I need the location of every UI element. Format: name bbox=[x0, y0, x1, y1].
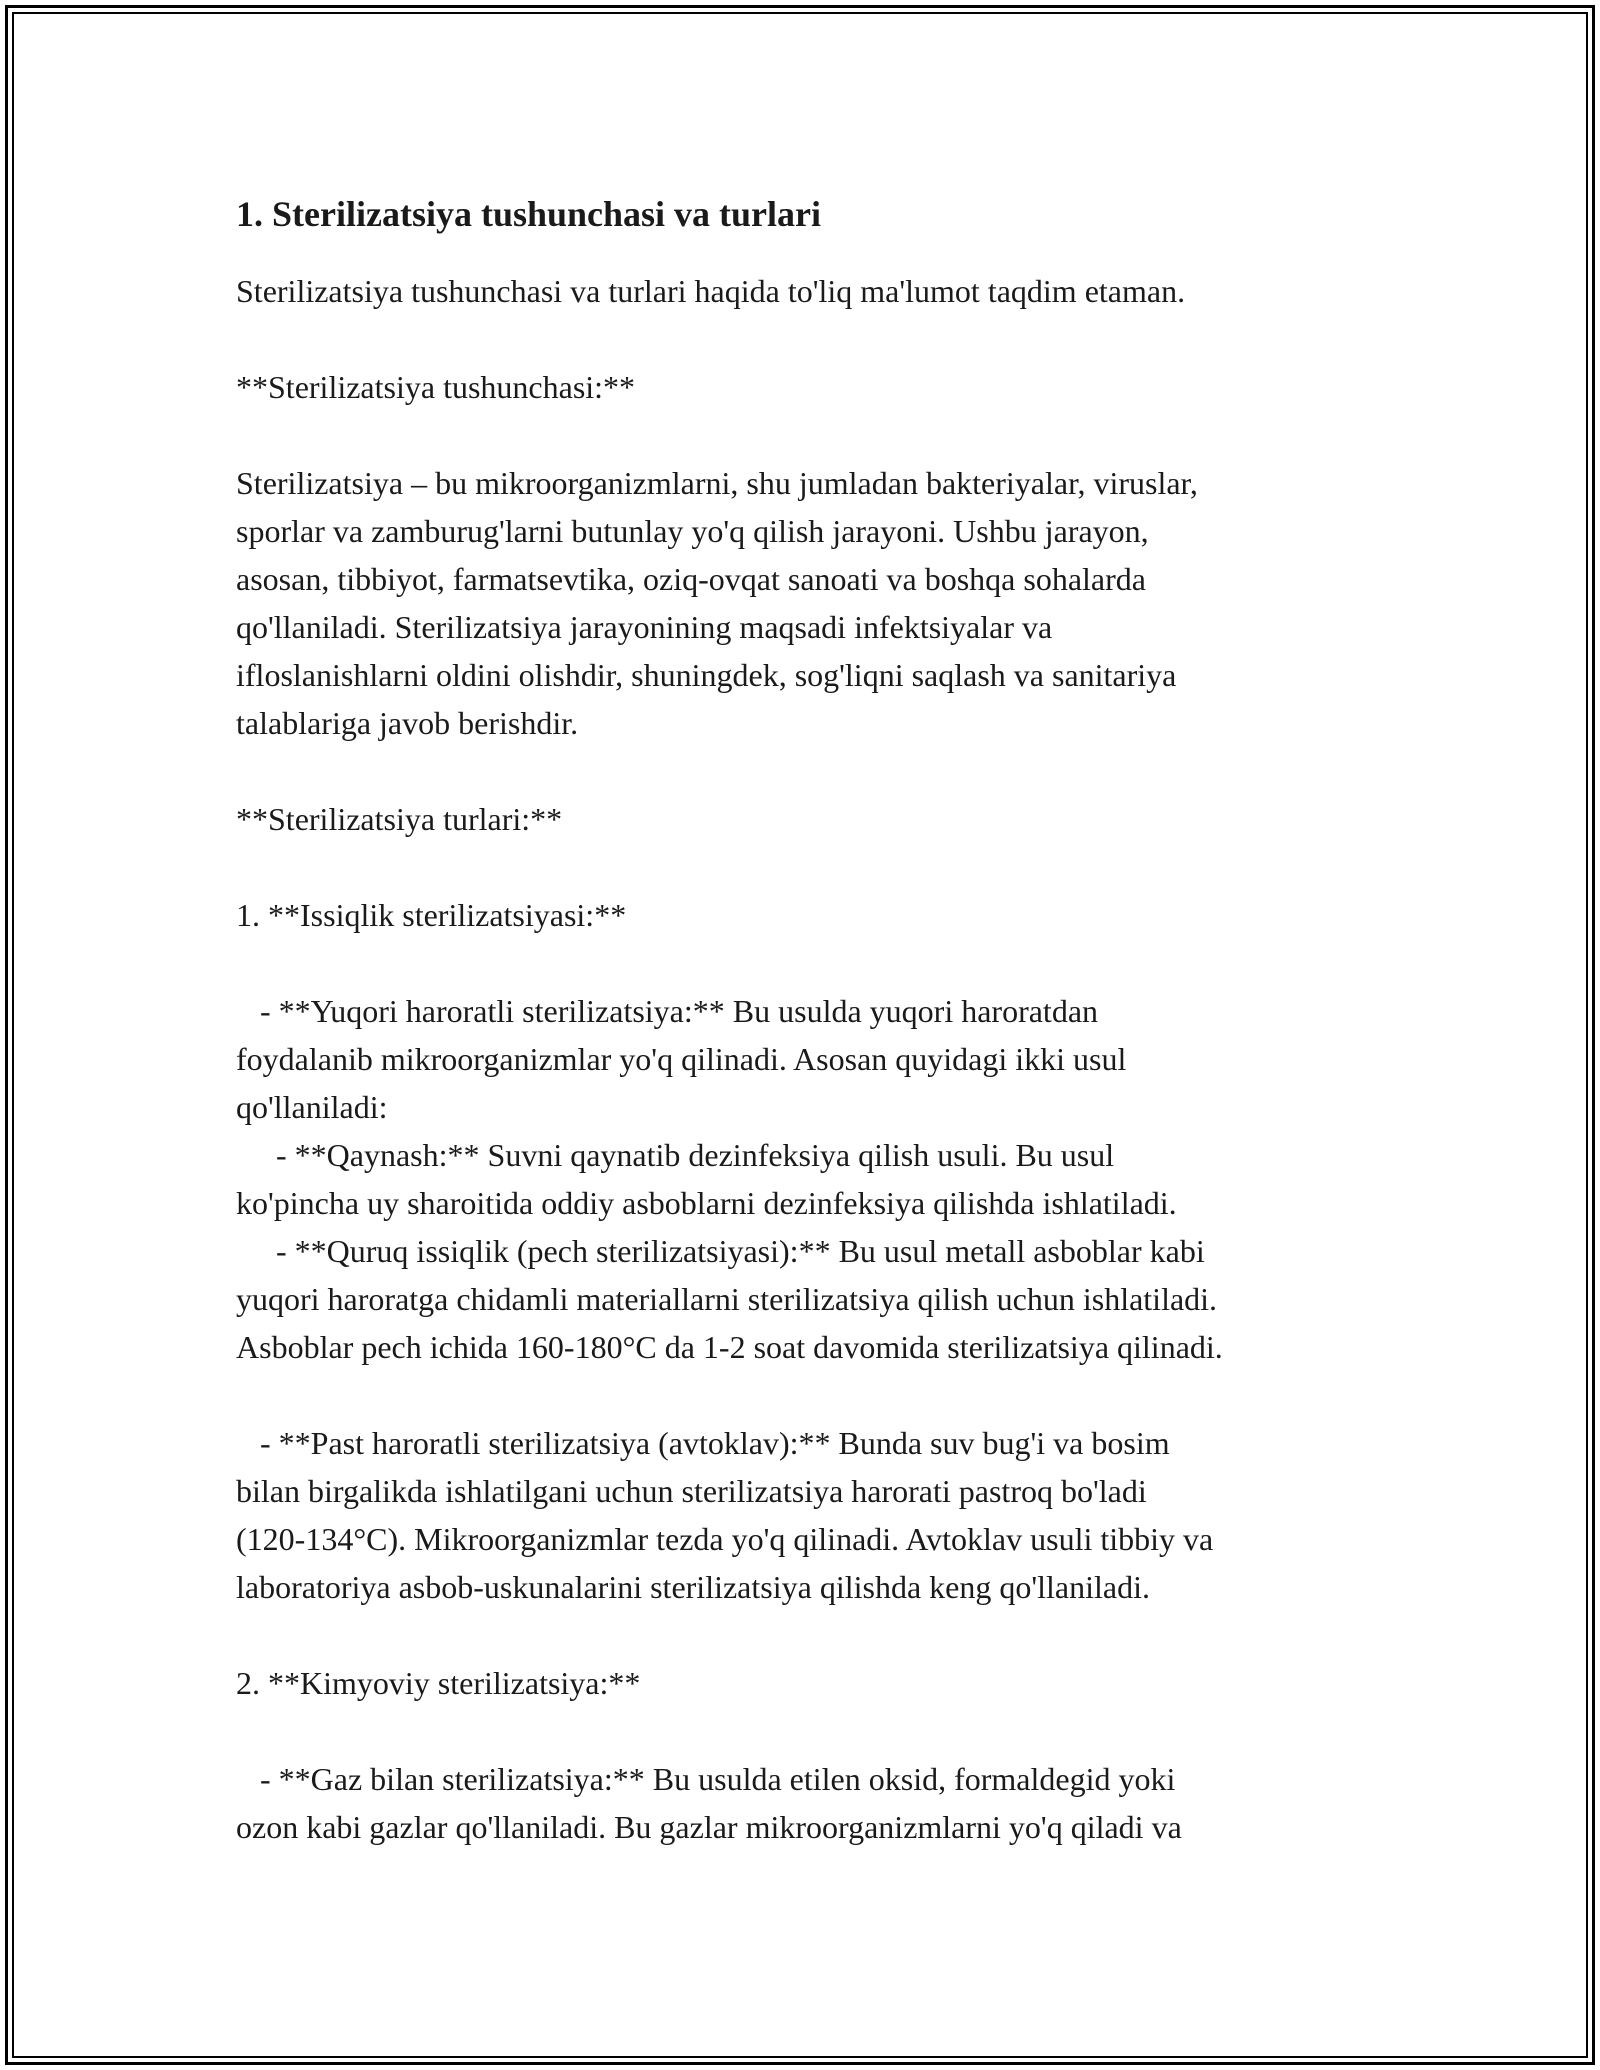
text-line: - **Yuqori haroratli sterilizatsiya:** Bu usulda yuqori haroratdan bbox=[236, 993, 1099, 1029]
text-line: ko'pincha uy sharoitida oddiy asboblarni dezinfeksiya qilishda ishlatiladi. bbox=[236, 1185, 1177, 1221]
text-line: Sterilizatsiya – bu mikroorganizmlarni, shu jumladan bakteriyalar, viruslar, bbox=[236, 465, 1198, 501]
document-body bbox=[236, 315, 1416, 1851]
text-line: asosan, tibbiyot, farmatsevtika, oziq-ovqat sanoati va boshqa sohalarda bbox=[236, 561, 1146, 597]
text-line: 1. **Issiqlik sterilizatsiyasi:** bbox=[236, 897, 627, 933]
text-line bbox=[236, 747, 1416, 795]
text-line bbox=[236, 1707, 1416, 1755]
text-line: qo'llaniladi. Sterilizatsiya jarayonining maqsadi infektsiyalar va bbox=[236, 609, 1053, 645]
text-line: Asboblar pech ichida 160-180°C da 1-2 soat davomida sterilizatsiya qilinadi. bbox=[236, 1329, 1223, 1365]
text-line: - **Past haroratli sterilizatsiya (avtoklav):** Bunda suv bug'i va bosim bbox=[236, 1425, 1170, 1461]
text-line: laboratoriya asbob-uskunalarini sterilizatsiya qilishda keng qo'llaniladi. bbox=[236, 1569, 1150, 1605]
text-line: - **Gaz bilan sterilizatsiya:** Bu usulda etilen oksid, formaldegid yoki bbox=[236, 1761, 1176, 1797]
text-line bbox=[236, 411, 1416, 459]
text-line: ifloslanishlarni oldini olishdir, shuningdek, sog'liqni saqlash va sanitariya bbox=[236, 657, 1177, 693]
text-line: **Sterilizatsiya tushunchasi:** bbox=[236, 369, 636, 405]
text-line: **Sterilizatsiya turlari:** bbox=[236, 801, 563, 837]
text-line: - **Quruq issiqlik (pech sterilizatsiyasi):** Bu usul metall asboblar kabi bbox=[236, 1233, 1205, 1269]
text-line: foydalanib mikroorganizmlar yo'q qilinadi. Asosan quyidagi ikki usul bbox=[236, 1041, 1127, 1077]
text-line bbox=[236, 315, 1416, 363]
text-line: qo'llaniladi: bbox=[236, 1089, 388, 1125]
text-line: 2. **Kimyoviy sterilizatsiya:** bbox=[236, 1665, 641, 1701]
text-line: - **Qaynash:** Suvni qaynatib dezinfeksiya qilish usuli. Bu usul bbox=[236, 1137, 1115, 1173]
intro-paragraph: Sterilizatsiya tushunchasi va turlari haqida to'liq ma'lumot taqdim etaman. bbox=[236, 273, 1186, 309]
text-line: sporlar va zamburug'larni butunlay yo'q qilish jarayoni. Ushbu jarayon, bbox=[236, 513, 1149, 549]
text-line: bilan birgalikda ishlatilgani uchun sterilizatsiya harorati pastroq bo'ladi bbox=[236, 1473, 1147, 1509]
section-heading: 1. Sterilizatsiya tushunchasi va turlari bbox=[236, 194, 822, 234]
text-line: ozon kabi gazlar qo'llaniladi. Bu gazlar mikroorganizmlarni yo'q qiladi va bbox=[236, 1809, 1182, 1845]
text-line: yuqori haroratga chidamli materiallarni sterilizatsiya qilish uchun ishlatiladi. bbox=[236, 1281, 1218, 1317]
text-line bbox=[236, 939, 1416, 987]
text-line bbox=[236, 1371, 1416, 1419]
text-line bbox=[236, 1611, 1416, 1659]
text-line: (120-134°C). Mikroorganizmlar tezda yo'q qilinadi. Avtoklav usuli tibbiy va bbox=[236, 1521, 1214, 1557]
document-page bbox=[236, 190, 1416, 1851]
text-line bbox=[236, 843, 1416, 891]
text-line: talablariga javob berishdir. bbox=[236, 705, 579, 741]
